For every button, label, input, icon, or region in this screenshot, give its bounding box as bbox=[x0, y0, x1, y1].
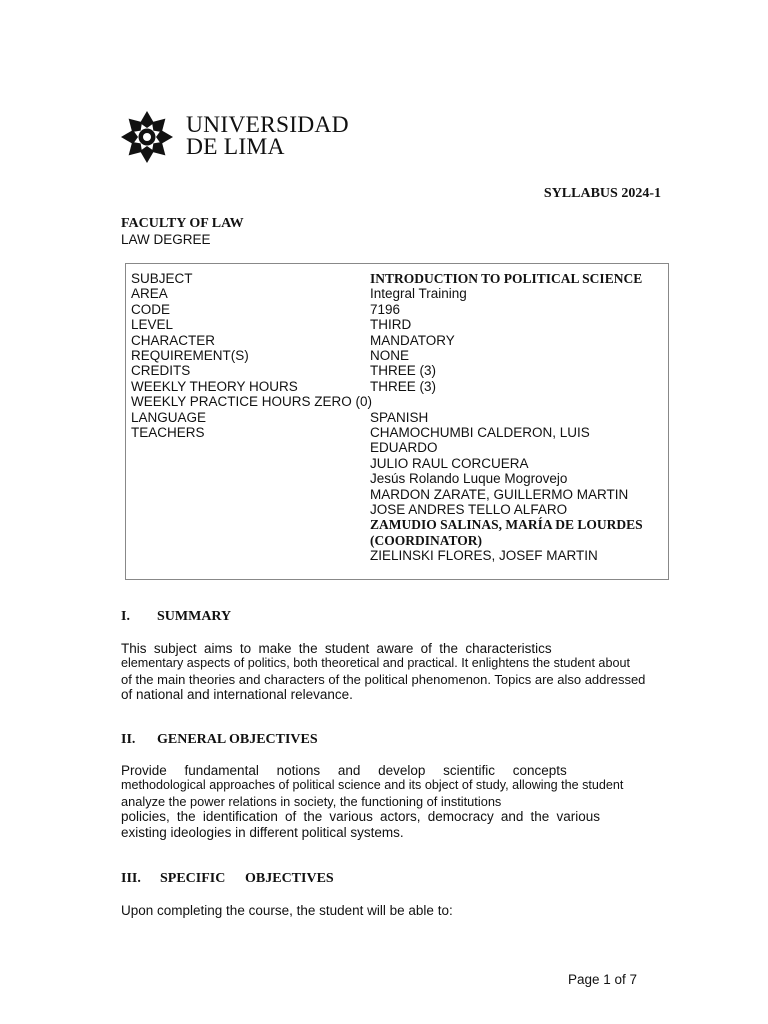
teacher-line: JOSE ANDRES TELLO ALFARO bbox=[370, 502, 568, 517]
label-teachers: TEACHERS bbox=[131, 425, 205, 440]
syllabus-label: SYLLABUS 2024-1 bbox=[543, 186, 661, 201]
label-language: LANGUAGE bbox=[131, 409, 207, 425]
specific-objectives-intro bbox=[121, 903, 666, 918]
section-title-part: OBJECTIVES bbox=[245, 871, 334, 886]
value-requirements: NONE bbox=[370, 348, 410, 363]
course-info-table bbox=[125, 263, 669, 580]
section-title: GENERAL OBJECTIVES bbox=[157, 732, 318, 747]
teacher-coordinator-line: ZAMUDIO SALINAS, MARÍA DE LOURDES bbox=[370, 517, 643, 533]
label-character: CHARACTER bbox=[131, 332, 216, 348]
paragraph-line: This subject aims to make the student aware of the characteristics bbox=[121, 641, 552, 656]
paragraph-line: analyze the power relations in society, the functioning of institutions bbox=[121, 793, 502, 809]
logo-line-2: DE LIMA bbox=[186, 134, 285, 160]
paragraph-line: methodological approaches of political science and its object of study, allowing the student bbox=[121, 778, 624, 793]
page-number: Page 1 of 7 bbox=[568, 972, 638, 987]
value-theory-hours: THREE (3) bbox=[370, 378, 437, 394]
value-subject: INTRODUCTION TO POLITICAL SCIENCE bbox=[370, 271, 643, 286]
general-objectives-paragraph bbox=[121, 763, 666, 840]
label-credits: CREDITS bbox=[131, 363, 191, 379]
label-theory-hours: WEEKLY THEORY HOURS bbox=[131, 378, 298, 394]
section-title-part: SPECIFIC bbox=[160, 871, 226, 886]
paragraph-line: of the main theories and characters of the political phenomenon. Topics are also addressed bbox=[121, 671, 646, 687]
label-subject: SUBJECT bbox=[131, 271, 193, 286]
label-requirements: REQUIREMENT(S) bbox=[131, 348, 249, 363]
value-code: 7196 bbox=[370, 301, 401, 317]
teacher-coordinator-line: (COORDINATOR) bbox=[370, 532, 483, 548]
paragraph-line: existing ideologies in different political systems. bbox=[121, 824, 404, 840]
value-level: THIRD bbox=[370, 317, 412, 333]
teacher-line: Jesús Rolando Luque Mogrovejo bbox=[370, 471, 568, 487]
label-level: LEVEL bbox=[131, 317, 174, 333]
section-specific-objectives-heading bbox=[121, 871, 334, 887]
star-flower-logo-icon bbox=[121, 111, 173, 163]
value-character: MANDATORY bbox=[370, 332, 455, 348]
university-logo bbox=[121, 111, 361, 163]
summary-paragraph bbox=[121, 641, 666, 703]
section-summary-heading bbox=[121, 609, 232, 625]
section-title: SUMMARY bbox=[157, 609, 232, 624]
label-code: CODE bbox=[131, 301, 171, 317]
teacher-line: JULIO RAUL CORCUERA bbox=[370, 455, 529, 471]
degree-title: LAW DEGREE bbox=[121, 232, 211, 247]
paragraph-line: of national and international relevance. bbox=[121, 687, 353, 703]
paragraph-line: Upon completing the course, the student will be able to: bbox=[121, 903, 453, 918]
label-area: AREA bbox=[131, 286, 168, 302]
faculty-title: FACULTY OF LAW bbox=[121, 216, 244, 231]
value-credits: THREE (3) bbox=[370, 363, 437, 379]
section-number: II. bbox=[121, 732, 136, 747]
paragraph-line: policies, the identification of the various actors, democracy and the various bbox=[121, 809, 600, 825]
section-general-objectives-heading bbox=[121, 732, 318, 748]
logo-line-1: UNIVERSIDAD bbox=[186, 112, 349, 138]
section-number: I. bbox=[121, 609, 130, 624]
label-practice-hours: WEEKLY PRACTICE HOURS ZERO (0) bbox=[131, 394, 373, 410]
paragraph-line: Provide fundamental notions and develop scientific concepts bbox=[121, 763, 567, 778]
value-area: Integral Training bbox=[370, 286, 467, 302]
paragraph-line: elementary aspects of politics, both theoretical and practical. It enlightens the student about bbox=[121, 656, 630, 671]
logo-wordmark bbox=[186, 114, 349, 158]
teacher-line: MARDON ZARATE, GUILLERMO MARTIN bbox=[370, 486, 629, 502]
teacher-line: ZIELINSKI FLORES, JOSEF MARTIN bbox=[370, 548, 598, 564]
teacher-line: EDUARDO bbox=[370, 440, 438, 456]
value-language: SPANISH bbox=[370, 409, 429, 425]
teacher-line: CHAMOCHUMBI CALDERON, LUIS bbox=[370, 425, 590, 440]
section-number: III. bbox=[121, 871, 141, 886]
